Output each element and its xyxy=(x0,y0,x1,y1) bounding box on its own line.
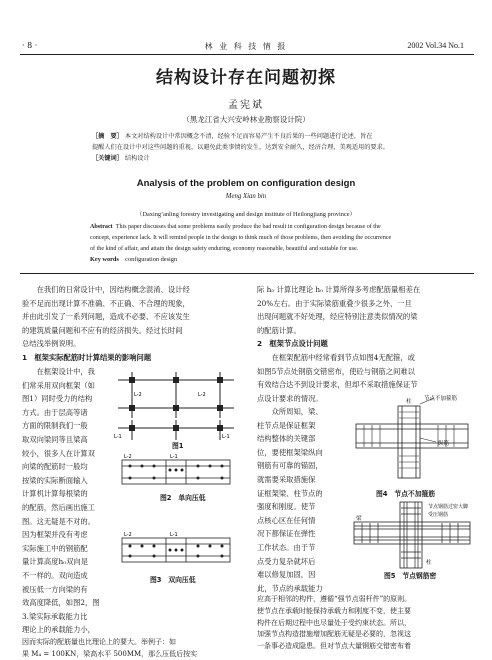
text-line: 钢筋有可靠的锚固， xyxy=(257,461,323,471)
text-line: 点核心区在任何情 xyxy=(257,515,316,525)
text-line: 实际施工中的钢筋配 xyxy=(22,543,88,553)
fig2-label: L-2 xyxy=(124,454,132,460)
left-column-narrow xyxy=(22,365,106,637)
english-abstract-line: This paper discusses that some problems easily produce the bad result in configuration design because of the xyxy=(115,224,381,230)
figure-1-diagram-lower xyxy=(110,420,242,456)
text-line: 较小，很多人在计算双 xyxy=(22,448,95,458)
text-line: 3.梁实际承载能力比 xyxy=(22,611,88,621)
text-line: 柱节点是保证框架 xyxy=(257,420,316,430)
fig1-label: L-2 xyxy=(134,392,142,398)
text-line: 强度和刚度。使节 xyxy=(257,502,316,512)
text-line: 点受力复杂就坏后 xyxy=(257,556,316,566)
english-keywords-value: configuration design xyxy=(125,256,178,263)
text-line: 证框架梁、柱节点的 xyxy=(257,488,323,498)
affiliation: （黑龙江省大兴安岭林业勘察设计院） xyxy=(182,115,310,124)
fig1-label: L-1 xyxy=(114,434,122,440)
fig5-label: 梁 xyxy=(356,516,362,522)
abstract-cn-line: 提醒人们在设计中对这些问题的重视，以避免此类事情的发生，达到安全耐久，经济合理，美观适用的要求。 xyxy=(92,144,389,151)
figure-4-diagram xyxy=(350,398,474,480)
english-abstract xyxy=(90,222,436,256)
text-line: 在我们的日常设计中，因结构概念混淆、设计经 xyxy=(22,285,190,294)
header-rule xyxy=(20,54,474,55)
text-line: 加强节点构造措施增加配筋无疑是必要的，忽视这 xyxy=(257,630,411,639)
english-keywords-label: Key words xyxy=(90,256,119,263)
text-line: 并由此引发了一系列问题，造成不必要、不应该发生 xyxy=(22,312,190,322)
abstract-cn-line: 本文对结构设计中常因概念不清，经验不足而容易产生不良后果的一些问题进行论述，旨在 xyxy=(124,133,373,140)
text-line: 结构整体的关键部 xyxy=(257,434,316,444)
english-abstract-line: concept, experience lack. It will remind people in the design to think much of those problems, then avoiding the occurrence xyxy=(90,235,392,242)
figure-3-caption: 图3 双向压低 xyxy=(150,576,196,584)
text-line: 一条事必造成隐患。但对节点大量钢筋交错密布着 xyxy=(257,642,411,651)
section-heading-1: 1 框架实际配筋时计算结果的影响问题 xyxy=(22,352,152,362)
text-line: 20%左右。由于实际梁筋重叠少很多之外，一旦 xyxy=(257,298,412,308)
fig3-label: L-2 xyxy=(124,532,132,538)
text-line: 们常采用双向框架（如 xyxy=(22,380,95,390)
english-keywords xyxy=(90,256,177,263)
text-line: 不一样的。双向造成 xyxy=(22,570,88,580)
section-rule xyxy=(20,273,474,274)
text-line: 的配筋，然后画出施工 xyxy=(22,502,95,512)
left-column-intro xyxy=(22,283,242,365)
text-line: 因而实际的配筋量也比理论上的要大。举例子：如 xyxy=(22,638,176,646)
fig5-label: 柱 xyxy=(426,560,432,566)
figure-3-diagram xyxy=(112,532,240,568)
text-line: 构件在后期过程中也尽量处于受约束状态。所以， xyxy=(257,618,411,627)
text-line: 应高于相邻的构件，遵循“强节点弱杆件”的原则。 xyxy=(257,595,412,603)
english-abstract-line: of the kind of affair, and attain the design safety enduring, economy reasonable, beautiful and suitable for use. xyxy=(90,246,359,253)
text-line: 此，节点的承载能力 xyxy=(257,583,323,593)
text-line: 向梁的配筋时一般均 xyxy=(22,462,88,472)
text-line: 效高度降低，如图2，图 xyxy=(22,598,100,608)
fig2-label: L-1 xyxy=(170,454,178,460)
fig4-label: 节点不加箍筋 xyxy=(424,396,458,402)
text-line: 方式。由于层高等诸 xyxy=(22,407,88,417)
english-title: Analysis of the problem on configuration design xyxy=(136,178,356,189)
text-line: 众所周知，梁、 xyxy=(257,407,323,416)
abstract-cn xyxy=(92,131,422,164)
text-line: 况下都保证在弹性 xyxy=(257,529,316,539)
issue-info: 2002 Vol.34 No.1 xyxy=(407,41,464,50)
text-line: 在框架设计中，我 xyxy=(22,367,95,376)
text-line: 在框架配筋中经常看到节点如图4无配箍，或 xyxy=(257,352,415,362)
text-line: 图。这无疑是不对的。 xyxy=(22,516,95,526)
text-line: 理论上的承载能力小， xyxy=(22,625,95,635)
text-line: 量计算高度h₀双向是 xyxy=(22,557,88,567)
figure-2-diagram xyxy=(112,454,240,490)
text-line: 果 M₄ = 100KN，梁高水平 500MM，那么压低后按实 xyxy=(22,649,198,658)
figure-5-caption: 图5 节点钢筋密 xyxy=(384,572,437,580)
figure-5-diagram xyxy=(350,500,474,570)
text-line: 计算机计算每根梁的 xyxy=(22,489,88,499)
right-column-top xyxy=(257,283,477,405)
text-line: 图1）同时受力的结构 xyxy=(22,394,93,404)
text-line: 按梁的实际断面输入 xyxy=(22,475,88,485)
figure-4-caption: 图4 节点不加箍筋 xyxy=(376,490,436,498)
journal-name: 林 业 科 技 情 报 xyxy=(204,42,288,51)
text-line: 因为框架并没有考虑 xyxy=(22,530,88,540)
paper-title: 结构设计存在问题初探 xyxy=(156,68,336,88)
text-line: 工作状态。由于节 xyxy=(257,542,316,552)
text-line: 的配筋计算。 xyxy=(257,325,301,335)
section-heading-2: 2 框架节点设计问题 xyxy=(257,339,328,349)
fig1-label: L-1 xyxy=(222,434,230,440)
text-line: 有效结合达不到设计要求，但却不采取措施保证节 xyxy=(257,380,418,390)
text-line: 难以修复加固，因 xyxy=(257,570,316,580)
abstract-cn-label: ［摘 要］ xyxy=(92,133,123,140)
keywords-cn: 结构设计 xyxy=(124,155,150,162)
fig3-label: L-1 xyxy=(170,532,178,538)
text-line: 出现问题就不好处理，经应特别注意类似情况的梁 xyxy=(257,312,418,322)
author-name: 孟宪斌 xyxy=(228,100,264,111)
text-line: 的建筑质量问题和不应有的经济损失。经过长时间 xyxy=(22,325,183,335)
right-column-narrow xyxy=(257,405,343,595)
fig4-label: 纵筋 xyxy=(438,441,450,447)
english-abstract-label: Abstract xyxy=(90,224,113,230)
fig5-label: 受压钢筋 xyxy=(428,512,449,518)
text-line: 际 h₀ 计算比理论 h₀ 计算所得多考虑配筋量相差在 xyxy=(257,285,421,294)
text-line: 总结浅举例说明。 xyxy=(22,339,81,349)
figure-1-caption: 图1 xyxy=(172,442,184,450)
fig5-label: 节点钢筋过密大脚 xyxy=(428,504,469,510)
text-line: 使节点在承载时能保持承载力和刚度不变，使主要 xyxy=(257,606,411,615)
left-column-tail xyxy=(22,637,244,660)
text-line: 被压低一方向梁的有 xyxy=(22,584,88,594)
english-author: Meng Xian bin xyxy=(225,193,267,200)
fig1-label: L-2 xyxy=(198,392,206,398)
page-number: · 8 · xyxy=(22,41,38,50)
text-line: 如图5节点处钢筋交错密布，使砼与钢筋之间难以 xyxy=(257,366,415,376)
text-line: 验不足而出现计算不准确、不正确、不合理的现象， xyxy=(22,298,190,308)
text-line: 方面的限制我们一般 xyxy=(22,421,88,431)
text-line: 点设计要求的情况。 xyxy=(257,393,323,403)
figure-2-caption: 图2 单向压低 xyxy=(160,494,206,502)
text-line: 取双向梁同等且梁高 xyxy=(22,434,88,444)
figure-1-diagram xyxy=(110,372,242,418)
keywords-cn-label: ［关键词］ xyxy=(92,155,123,162)
text-line: 位，要使框架梁纵向 xyxy=(257,447,323,457)
english-affiliation: （Daxing’anling forestry investigating and design institute of Heilongjiang province） xyxy=(136,211,356,218)
text-line: 就需要采取措施保 xyxy=(257,474,316,484)
right-column-tail xyxy=(257,594,477,653)
fig4-label: 柱 xyxy=(406,399,412,405)
